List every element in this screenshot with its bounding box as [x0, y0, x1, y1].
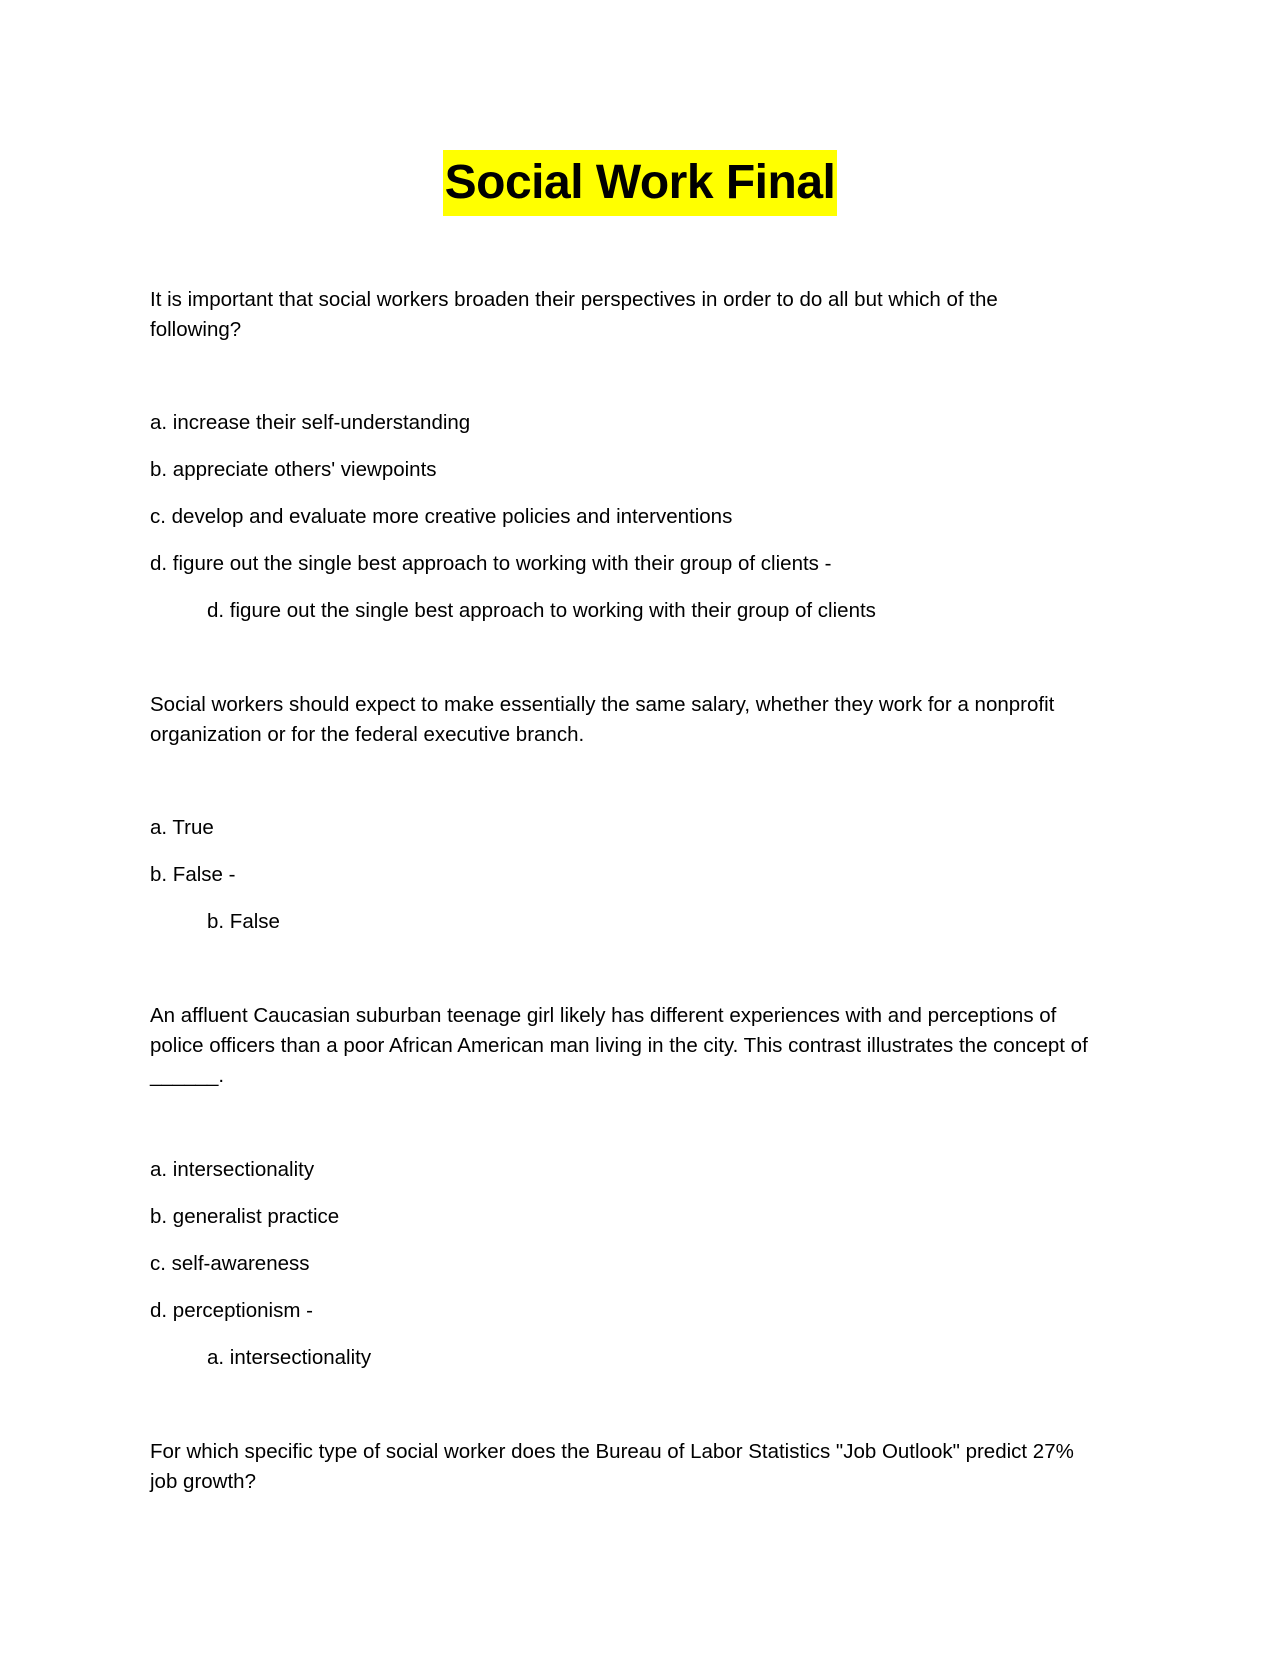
question-2-option-b: b. False - [150, 863, 236, 886]
question-1-option-b: b. appreciate others' viewpoints [150, 458, 437, 481]
question-1-answer: d. figure out the single best approach to working with their group of clients [207, 599, 876, 622]
question-4-prompt-line-1: For which specific type of social worker does the Bureau of Labor Statistics "Job Outlook" predict 27% [150, 1440, 1074, 1463]
question-3-option-b: b. generalist practice [150, 1205, 340, 1228]
page-title: Social Work Final [443, 150, 838, 216]
question-1-option-d: d. figure out the single best approach to working with their group of clients - [150, 552, 832, 575]
question-3-prompt-line-2: police officers than a poor African American man living in the city. This contrast illustrates the concept of [150, 1034, 1088, 1057]
question-1-prompt [150, 285, 1140, 345]
question-2-prompt-line-1: Social workers should expect to make essentially the same salary, whether they work for a nonprofit [150, 693, 1055, 716]
question-2-prompt [150, 690, 1140, 750]
question-3-prompt-line-3: ______. [150, 1064, 225, 1087]
question-3-prompt [150, 1001, 1140, 1091]
question-3-option-a: a. intersectionality [150, 1158, 315, 1181]
question-2-answer: b. False [207, 910, 280, 933]
question-3-option-c: c. self-awareness [150, 1252, 310, 1275]
question-2-prompt-line-2: organization or for the federal executive branch. [150, 723, 585, 746]
question-1-prompt-line-2: following? [150, 318, 242, 341]
question-1-prompt-line-1: It is important that social workers broaden their perspectives in order to do all but which of the [150, 288, 998, 311]
question-1-option-a: a. increase their self-understanding [150, 411, 471, 434]
question-3-answer: a. intersectionality [207, 1346, 372, 1369]
title-container [0, 150, 1280, 216]
question-1-option-c: c. develop and evaluate more creative policies and interventions [150, 505, 733, 528]
question-3-option-d: d. perceptionism - [150, 1299, 313, 1322]
question-4-prompt-line-2: job growth? [150, 1470, 256, 1493]
question-4-prompt [150, 1437, 1140, 1497]
question-3-prompt-line-1: An affluent Caucasian suburban teenage girl likely has different experiences with and perceptions of [150, 1004, 1057, 1027]
question-2-option-a: a. True [150, 816, 214, 839]
